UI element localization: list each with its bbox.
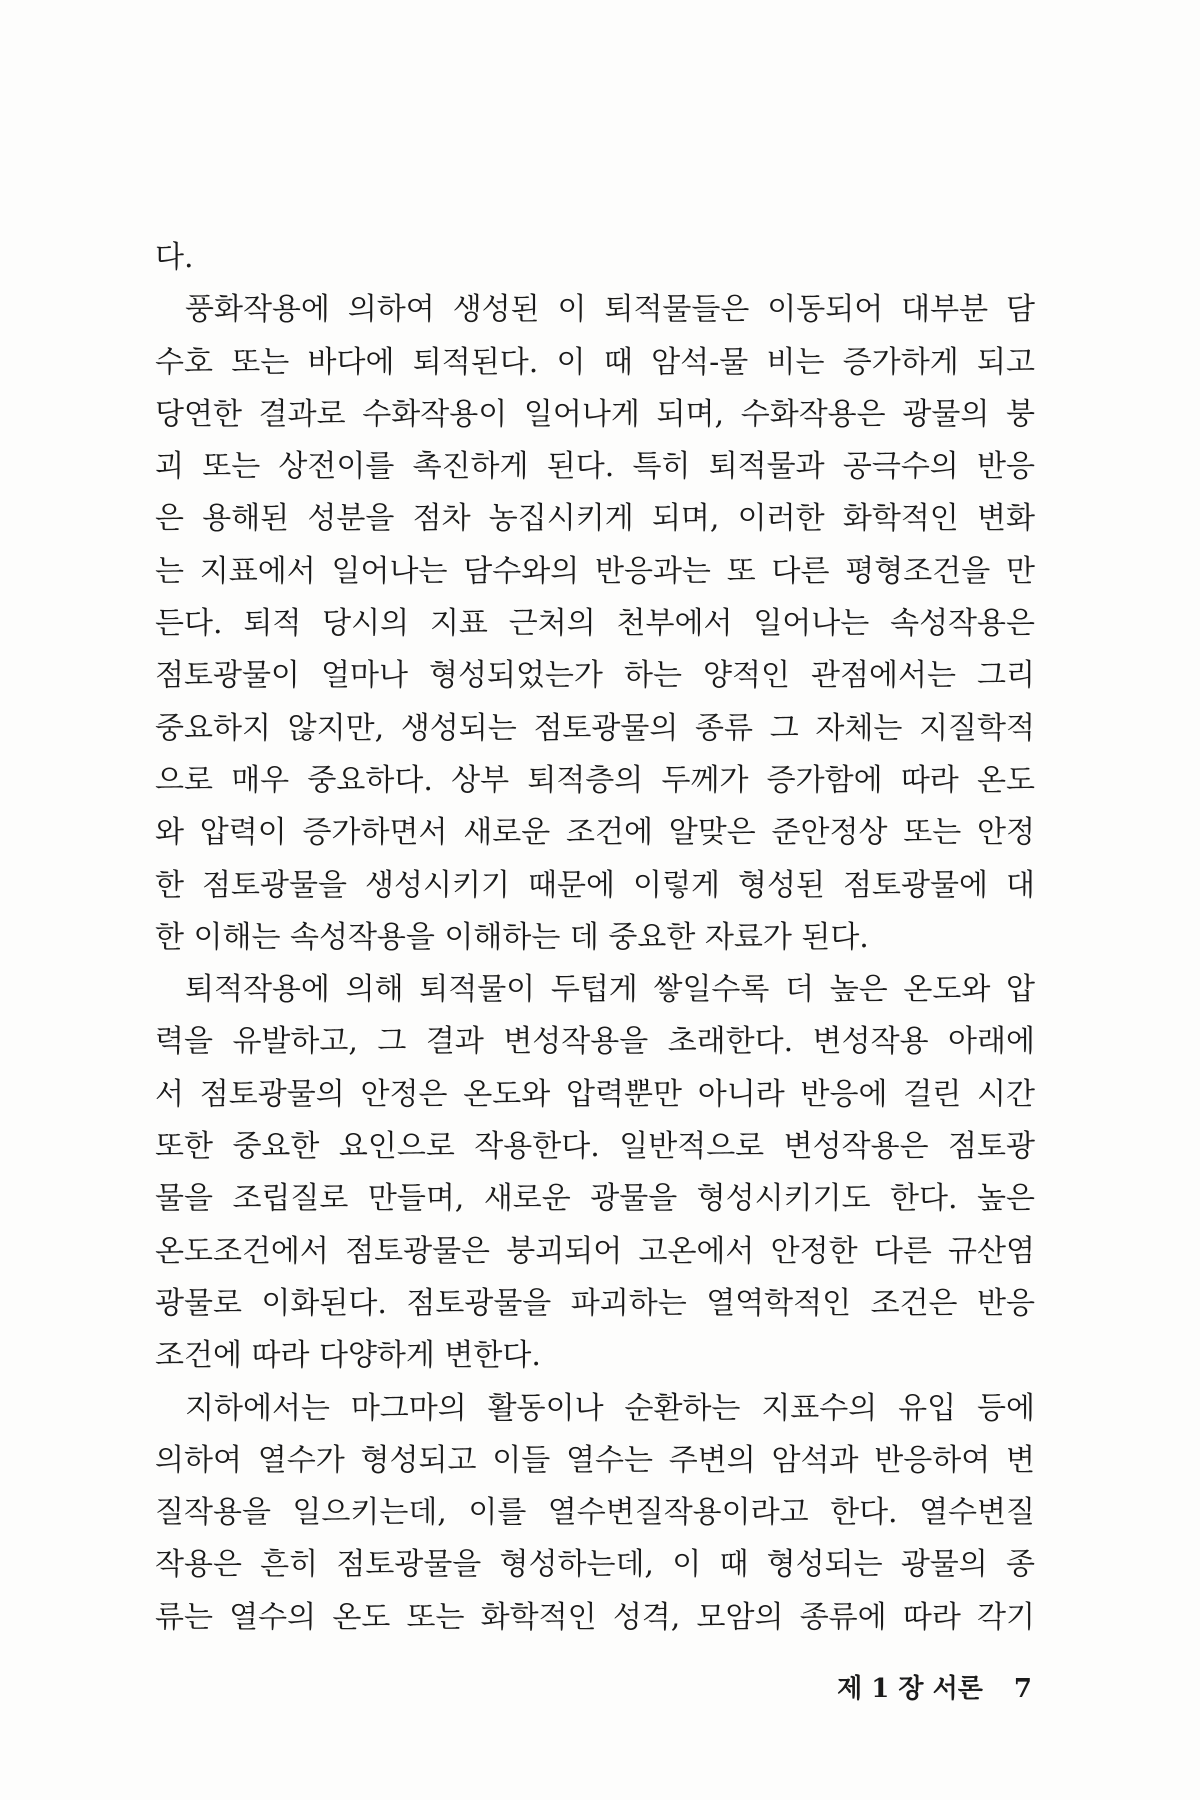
- text-line: 물을 조립질로 만들며, 새로운 광물을 형성시키기도 한다. 높은: [155, 1181, 1035, 1217]
- text-line: 광물로 이화된다. 점토광물을 파괴하는 열역학적인 조건은 반응: [155, 1285, 1035, 1321]
- chapter-title: 제 1 장 서론: [837, 1674, 983, 1704]
- text-line: 작용은 흔히 점토광물을 형성하는데, 이 때 형성되는 광물의 종: [155, 1547, 1035, 1583]
- text-line: 괴 또는 상전이를 촉진하게 된다. 특히 퇴적물과 공극수의 반응: [155, 449, 1035, 485]
- text-line: 한 이해는 속성작용을 이해하는 데 중요한 자료가 된다.: [155, 919, 869, 955]
- text-line: 풍화작용에 의하여 생성된 이 퇴적물들은 이동되어 대부분 담: [185, 292, 1035, 328]
- text-line: 점토광물이 얼마나 형성되었는가 하는 양적인 관점에서는 그리: [155, 658, 1035, 694]
- page-footer: [837, 1668, 1032, 1705]
- text-line: 질작용을 일으키는데, 이를 열수변질작용이라고 한다. 열수변질: [155, 1495, 1035, 1531]
- text-line: 한 점토광물을 생성시키기 때문에 이렇게 형성된 점토광물에 대: [155, 867, 1035, 903]
- page-number: 7: [1013, 1674, 1032, 1704]
- text-line: 지하에서는 마그마의 활동이나 순환하는 지표수의 유입 등에: [185, 1390, 1035, 1426]
- text-line: 든다. 퇴적 당시의 지표 근처의 천부에서 일어나는 속성작용은: [155, 606, 1035, 642]
- text-line: 는 지표에서 일어나는 담수와의 반응과는 또 다른 평형조건을 만: [155, 553, 1035, 589]
- text-line: 류는 열수의 온도 또는 화학적인 성격, 모암의 종류에 따라 각기: [155, 1599, 1035, 1635]
- text-line: 또한 중요한 요인으로 작용한다. 일반적으로 변성작용은 점토광: [155, 1129, 1035, 1165]
- text-line: 온도조건에서 점토광물은 붕괴되어 고온에서 안정한 다른 규산염: [155, 1233, 1035, 1269]
- body-text: [155, 232, 1035, 1644]
- text-line: 수호 또는 바다에 퇴적된다. 이 때 암석-물 비는 증가하게 되고: [155, 344, 1035, 380]
- text-line: 다.: [155, 240, 194, 275]
- text-line: 은 용해된 성분을 점차 농집시키게 되며, 이러한 화학적인 변화: [155, 501, 1035, 537]
- text-line: 력을 유발하고, 그 결과 변성작용을 초래한다. 변성작용 아래에: [155, 1024, 1035, 1060]
- text-line: 중요하지 않지만, 생성되는 점토광물의 종류 그 자체는 지질학적: [155, 710, 1035, 746]
- text-line: 와 압력이 증가하면서 새로운 조건에 알맞은 준안정상 또는 안정: [155, 815, 1035, 851]
- text-line: 당연한 결과로 수화작용이 일어나게 되며, 수화작용은 광물의 붕: [155, 396, 1035, 432]
- text-line: 의하여 열수가 형성되고 이들 열수는 주변의 암석과 반응하여 변: [155, 1442, 1035, 1478]
- text-line: 조건에 따라 다양하게 변한다.: [155, 1338, 541, 1374]
- text-line: 퇴적작용에 의해 퇴적물이 두텁게 쌓일수록 더 높은 온도와 압: [185, 972, 1035, 1008]
- text-line: 서 점토광물의 안정은 온도와 압력뿐만 아니라 반응에 걸린 시간: [155, 1076, 1035, 1112]
- text-line: 으로 매우 중요하다. 상부 퇴적층의 두께가 증가함에 따라 온도: [155, 762, 1035, 798]
